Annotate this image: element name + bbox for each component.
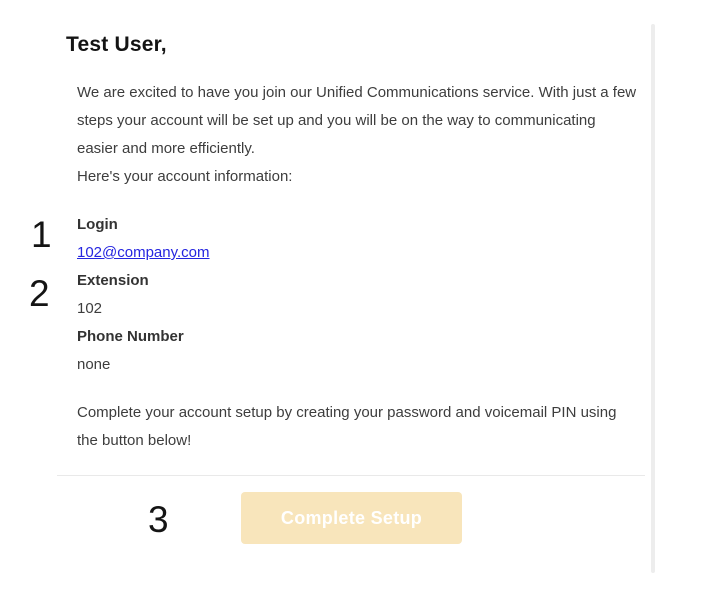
extension-label: Extension (77, 272, 149, 289)
login-label: Login (77, 216, 118, 233)
annotation-step-3: 3 (148, 499, 169, 540)
phone-number-value: none (77, 356, 111, 373)
account-info-block (77, 211, 637, 379)
login-email-link[interactable]: 102@company.com (77, 244, 210, 261)
setup-note-line: the button below! (77, 432, 192, 449)
intro-line: easier and more efficiently. (77, 140, 255, 157)
vertical-scrollbar[interactable] (651, 24, 655, 573)
phone-number-label: Phone Number (77, 328, 184, 345)
footer-divider (57, 475, 645, 476)
extension-value: 102 (77, 300, 103, 317)
setup-note-line: Complete your account setup by creating your password and voicemail PIN using (77, 404, 617, 421)
intro-line: steps your account will be set up and you will be on the way to communicating (77, 112, 596, 129)
annotation-step-1: 1 (31, 214, 52, 255)
complete-setup-button[interactable]: Complete Setup (241, 492, 462, 544)
account-info-intro-line: Here's your account information: (77, 168, 293, 185)
annotation-step-2: 2 (29, 273, 50, 314)
intro-paragraph (77, 79, 637, 191)
setup-note-paragraph (77, 399, 637, 455)
greeting-heading: Test User, (66, 33, 167, 56)
intro-line: We are excited to have you join our Unified Communications service. With just a few (77, 84, 637, 101)
